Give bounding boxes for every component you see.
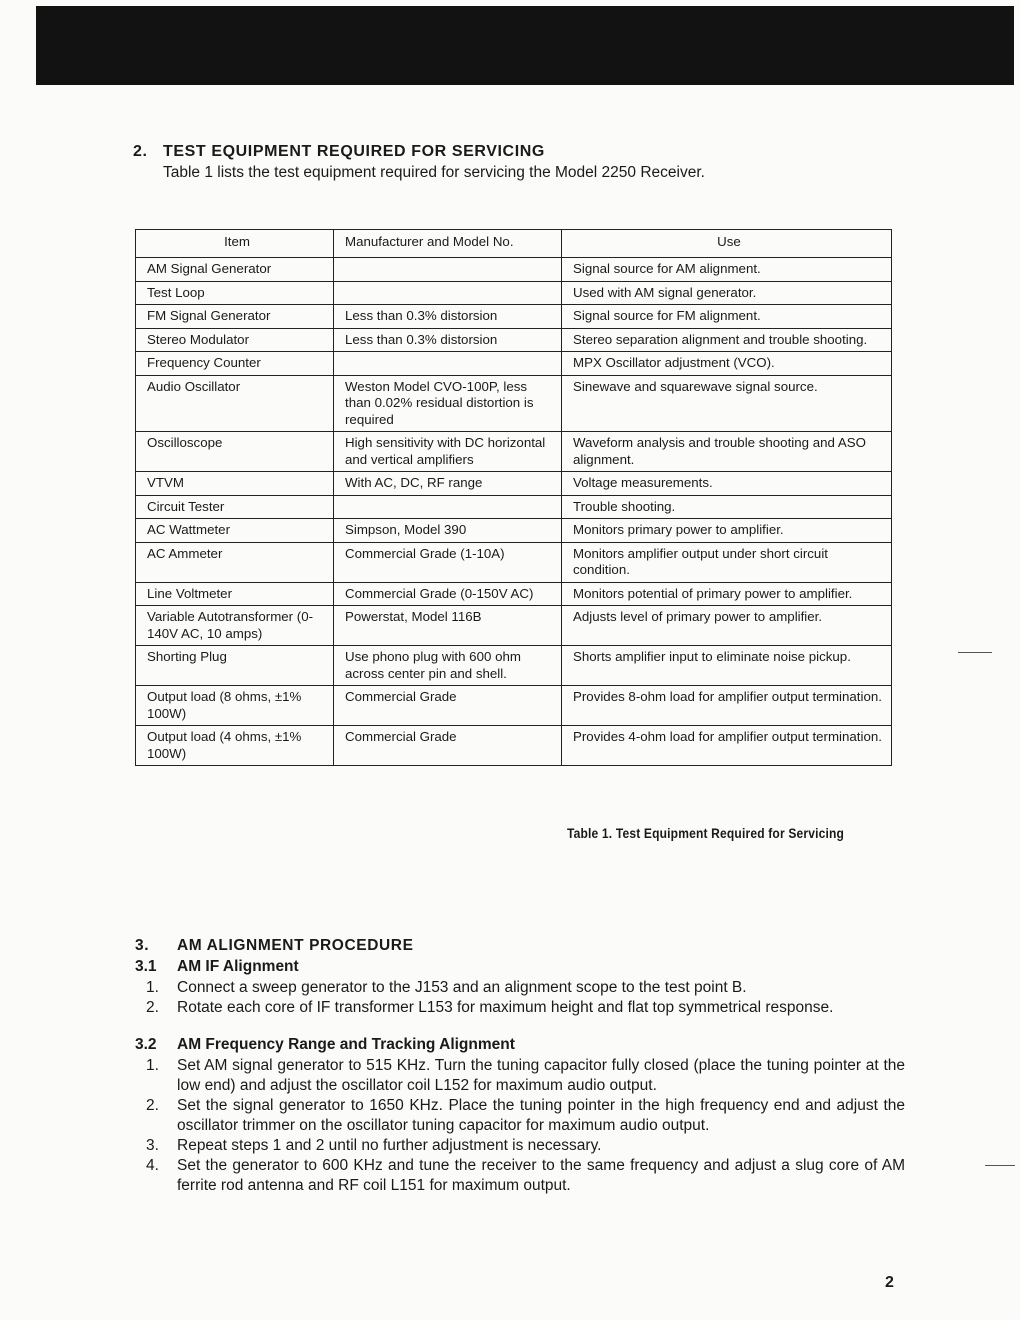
subsection-3-1-number: 3.1 — [135, 958, 157, 975]
cell-use: Provides 8-ohm load for amplifier output termination. — [562, 686, 892, 726]
table-row — [136, 542, 892, 582]
list-item: 1. Connect a sweep generator to the J153 and an alignment scope to the test point B. — [146, 979, 747, 996]
list-item: 3. Repeat steps 1 and 2 until no further adjustment is necessary. — [146, 1137, 602, 1154]
cell-use: Used with AM signal generator. — [562, 281, 892, 305]
step-text: Set AM signal generator to 515 KHz. Turn the tuning capacitor fully closed (place the tuning pointer at the low end) and adjust the oscillator coil L152 for maximum audio output. — [177, 1057, 905, 1094]
subsection-3-2-title: AM Frequency Range and Tracking Alignment — [177, 1036, 515, 1053]
table-row — [136, 328, 892, 352]
section-3 — [135, 937, 905, 1196]
cell-item: Output load (8 ohms, ±1% 100W) — [136, 686, 334, 726]
cell-manufacturer — [334, 495, 562, 519]
section-2-heading — [133, 143, 545, 161]
table-row — [136, 495, 892, 519]
cell-manufacturer — [334, 258, 562, 282]
cell-manufacturer: Commercial Grade (1-10A) — [334, 542, 562, 582]
cell-item: AM Signal Generator — [136, 258, 334, 282]
cell-use: Monitors amplifier output under short circuit condition. — [562, 542, 892, 582]
table-row — [136, 375, 892, 432]
table-caption: Table 1. Test Equipment Required for Servicing — [567, 825, 845, 841]
cell-manufacturer: With AC, DC, RF range — [334, 472, 562, 496]
list-item: 1. Set AM signal generator to 515 KHz. Turn the tuning capacitor fully closed (place the tuning pointer at the low end) and adjust the oscillator coil L152 for maximum audio output. — [146, 1057, 905, 1094]
cell-item: Circuit Tester — [136, 495, 334, 519]
table-row — [136, 726, 892, 766]
step-text: Set the signal generator to 1650 KHz. Place the tuning pointer in the high frequency end and adjust the oscillator trimmer on the oscillator tuning capacitor for maximum audio output. — [177, 1097, 905, 1134]
cell-use: Shorts amplifier input to eliminate noise pickup. — [562, 646, 892, 686]
cell-use: Signal source for FM alignment. — [562, 305, 892, 329]
table-row — [136, 258, 892, 282]
table-row — [136, 432, 892, 472]
list-item: 2. Rotate each core of IF transformer L153 for maximum height and flat top symmetrical response. — [146, 999, 834, 1016]
cell-manufacturer — [334, 352, 562, 376]
table-row — [136, 582, 892, 606]
cell-item: Variable Autotransformer (0-140V AC, 10 amps) — [136, 606, 334, 646]
cell-manufacturer: Use phono plug with 600 ohm across center pin and shell. — [334, 646, 562, 686]
page-number: 2 — [885, 1274, 894, 1291]
cell-use: Sinewave and squarewave signal source. — [562, 375, 892, 432]
list-item: 2. Set the signal generator to 1650 KHz. Place the tuning pointer in the high frequency end and adjust the oscillator trimmer on the oscillator tuning capacitor for maximum audio output. — [146, 1097, 905, 1134]
cell-item: Audio Oscillator — [136, 375, 334, 432]
subsection-3-2-number: 3.2 — [135, 1036, 157, 1053]
cell-item: Frequency Counter — [136, 352, 334, 376]
table-row — [136, 646, 892, 686]
table-row — [136, 352, 892, 376]
cell-manufacturer: High sensitivity with DC horizontal and vertical amplifiers — [334, 432, 562, 472]
subsection-3-1-title: AM IF Alignment — [177, 958, 299, 975]
cell-use: Monitors potential of primary power to amplifier. — [562, 582, 892, 606]
section-3-number: 3. — [135, 937, 150, 954]
cell-manufacturer: Powerstat, Model 116B — [334, 606, 562, 646]
cell-use: Trouble shooting. — [562, 495, 892, 519]
cell-use: Stereo separation alignment and trouble shooting. — [562, 328, 892, 352]
cell-use: Voltage measurements. — [562, 472, 892, 496]
cell-manufacturer: Less than 0.3% distorsion — [334, 328, 562, 352]
section-3-heading — [135, 937, 905, 958]
cell-item: VTVM — [136, 472, 334, 496]
cell-item: Shorting Plug — [136, 646, 334, 686]
step-text: Repeat steps 1 and 2 until no further adjustment is necessary. — [177, 1137, 602, 1154]
list-item: 4. Set the generator to 600 KHz and tune the receiver to the same frequency and adjust a slug core of AM ferrite rod antenna and RF coil L151 for maximum output. — [146, 1157, 905, 1194]
table-row — [136, 305, 892, 329]
table-row — [136, 281, 892, 305]
section-3-title: AM ALIGNMENT PROCEDURE — [177, 937, 414, 954]
table-row — [136, 519, 892, 543]
cell-item: AC Ammeter — [136, 542, 334, 582]
header-black-bar — [36, 6, 1014, 85]
cell-item: Oscilloscope — [136, 432, 334, 472]
table-body — [136, 258, 892, 766]
subsection-3-2-heading — [135, 1036, 905, 1056]
cell-manufacturer: Simpson, Model 390 — [334, 519, 562, 543]
cell-item: AC Wattmeter — [136, 519, 334, 543]
cell-item: Output load (4 ohms, ±1% 100W) — [136, 726, 334, 766]
column-header-manufacturer: Manufacturer and Model No. — [334, 230, 562, 258]
test-equipment-table — [135, 229, 892, 766]
subsection-3-1-heading — [135, 958, 905, 978]
cell-manufacturer: Less than 0.3% distorsion — [334, 305, 562, 329]
cell-use: Provides 4-ohm load for amplifier output termination. — [562, 726, 892, 766]
cell-use: Signal source for AM alignment. — [562, 258, 892, 282]
step-text: Set the generator to 600 KHz and tune the receiver to the same frequency and adjust a slug core of AM ferrite rod antenna and RF coil L151 for maximum output. — [177, 1157, 905, 1194]
subsection-3-2-steps — [135, 1056, 905, 1196]
cell-use: Adjusts level of primary power to amplifier. — [562, 606, 892, 646]
column-header-use: Use — [562, 230, 892, 258]
column-header-item: Item — [136, 230, 334, 258]
cell-manufacturer: Commercial Grade (0-150V AC) — [334, 582, 562, 606]
table-header-row — [136, 230, 892, 258]
cell-item: FM Signal Generator — [136, 305, 334, 329]
cell-manufacturer — [334, 281, 562, 305]
cell-manufacturer: Commercial Grade — [334, 726, 562, 766]
cell-manufacturer: Commercial Grade — [334, 686, 562, 726]
cell-item: Stereo Modulator — [136, 328, 334, 352]
cell-use: Waveform analysis and trouble shooting and ASO alignment. — [562, 432, 892, 472]
margin-mark — [958, 652, 992, 653]
table-row — [136, 686, 892, 726]
step-text: Rotate each core of IF transformer L153 for maximum height and flat top symmetrical response. — [177, 999, 834, 1016]
cell-manufacturer: Weston Model CVO-100P, less than 0.02% residual distortion is required — [334, 375, 562, 432]
section-2-title: TEST EQUIPMENT REQUIRED FOR SERVICING — [163, 143, 545, 160]
cell-use: Monitors primary power to amplifier. — [562, 519, 892, 543]
section-2-intro: Table 1 lists the test equipment required for servicing the Model 2250 Receiver. — [163, 164, 705, 181]
cell-item: Line Voltmeter — [136, 582, 334, 606]
cell-use: MPX Oscillator adjustment (VCO). — [562, 352, 892, 376]
table-row — [136, 606, 892, 646]
table-row — [136, 472, 892, 496]
margin-mark — [985, 1165, 1015, 1166]
cell-item: Test Loop — [136, 281, 334, 305]
section-2-number: 2. — [133, 143, 148, 160]
subsection-3-1-steps — [135, 978, 905, 1018]
step-text: Connect a sweep generator to the J153 and an alignment scope to the test point B. — [177, 979, 747, 996]
